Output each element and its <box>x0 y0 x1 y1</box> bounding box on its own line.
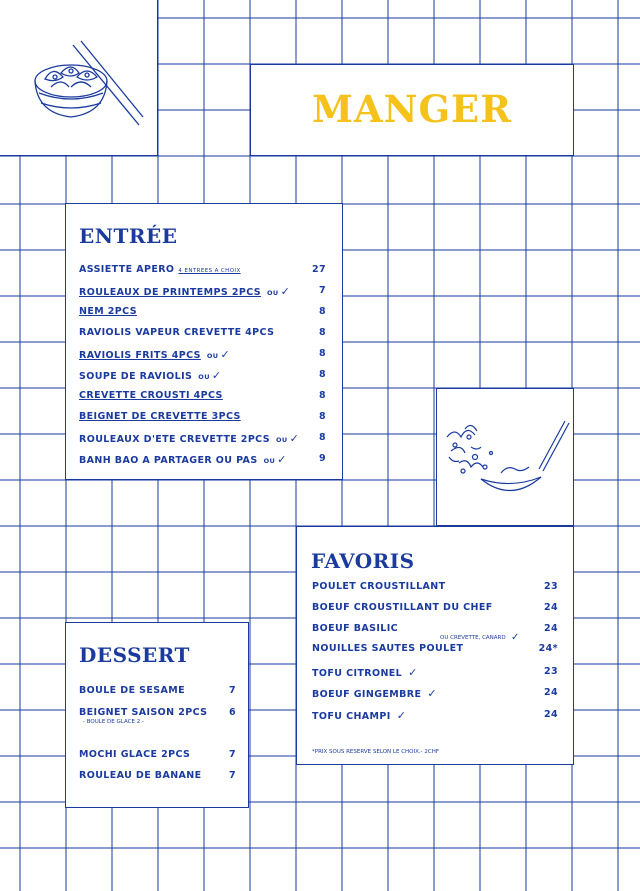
leaf-icon: ✓ <box>277 453 287 466</box>
item-price: 8 <box>318 411 326 422</box>
menu-item <box>312 581 558 597</box>
leaf-icon: ✓ <box>289 432 300 445</box>
menu-item <box>79 390 326 406</box>
item-price: 7 <box>228 685 236 696</box>
item-name: NEM 2PCS <box>79 306 137 317</box>
menu-item <box>79 432 326 448</box>
item-price: 8 <box>318 432 326 443</box>
item-name: BOEUF GINGEMBRE <box>312 689 422 700</box>
item-name: MOCHI GLACE 2PCS <box>79 749 191 760</box>
item-name: RAVIOLIS FRITS 4PCS <box>79 350 201 361</box>
item-price: 8 <box>318 306 326 317</box>
item-price: 23 <box>543 666 558 677</box>
favoris-section <box>296 526 574 765</box>
menu-item <box>79 348 326 364</box>
leaf-icon: ✓ <box>280 285 291 298</box>
item-price: 24 <box>543 623 558 634</box>
menu-item <box>312 602 558 618</box>
item-name: BOEUF BASILIC <box>312 623 399 634</box>
item-name: BEIGNET DE CREVETTE 3PCS <box>79 411 241 422</box>
item-price: 24 <box>543 602 558 613</box>
item-price: 8 <box>318 348 326 359</box>
item-name: CREVETTE CROUSTI 4PCS <box>79 390 223 401</box>
or-label: OU <box>206 352 219 360</box>
item-name: BOEUF CROUSTILLANT DU CHEF <box>312 602 493 613</box>
leaf-icon: ✓ <box>220 348 231 361</box>
item-name: TOFU CHAMPI <box>312 711 391 722</box>
item-name: BOULE DE SESAME <box>79 685 186 696</box>
item-name: SOUPE DE RAVIOLIS <box>79 371 193 382</box>
dumpling-basket-illustration <box>31 33 151 133</box>
favoris-title: FAVORIS <box>311 549 415 573</box>
dessert-title: DESSERT <box>79 643 190 667</box>
menu-item <box>79 453 326 469</box>
item-name: BANH BAO A PARTAGER OU PAS <box>79 455 258 466</box>
leaf-icon: ✓ <box>427 687 438 700</box>
or-label: OU <box>263 457 276 465</box>
leaf-icon: ✓ <box>511 632 520 643</box>
dumpling-illustration-box <box>0 0 158 156</box>
menu-item <box>79 411 326 427</box>
item-name: BEIGNET SAISON 2PCS <box>79 707 208 718</box>
item-price: 24* <box>538 643 558 654</box>
item-price: 7 <box>318 285 326 296</box>
item-name: ASSIETTE APERO <box>79 264 175 275</box>
menu-item <box>79 770 236 786</box>
entree-title: ENTRÉE <box>79 224 178 248</box>
item-note: - BOULE DE GLACE 2.- <box>83 719 144 725</box>
item-name: ROULEAU DE BANANE <box>79 770 202 781</box>
menu-item <box>79 285 326 301</box>
price-footnote: *PRIX SOUS RESERVE SELON LE CHOIX.- 2CHF <box>312 749 440 755</box>
item-note: 4 ENTREES A CHOIX <box>178 268 241 274</box>
item-price: 7 <box>228 749 236 760</box>
menu-item <box>79 306 326 322</box>
or-label: OU <box>267 289 279 297</box>
dessert-section <box>65 622 249 808</box>
menu-item <box>79 369 326 385</box>
menu-item <box>312 709 558 725</box>
or-label: OU <box>198 373 210 381</box>
leaf-icon: ✓ <box>396 709 407 722</box>
leaf-icon: ✓ <box>211 369 222 382</box>
menu-item <box>79 749 236 765</box>
menu-item <box>312 643 558 659</box>
item-name: RAVIOLIS VAPEUR CREVETTE 4PCS <box>79 327 275 338</box>
wok-illustration <box>441 407 571 507</box>
item-price: 8 <box>318 327 326 338</box>
nouilles-options: OU CREVETTE, CANARD <box>440 635 506 641</box>
or-label: OU <box>275 436 288 444</box>
leaf-icon: ✓ <box>408 666 418 679</box>
item-price: 27 <box>311 264 326 275</box>
menu-item <box>79 685 236 701</box>
page-title: MANGER <box>311 87 513 131</box>
item-name: POULET CROUSTILLANT <box>312 581 446 592</box>
item-price: 24 <box>543 687 558 698</box>
menu-item <box>312 666 558 682</box>
menu-item <box>312 623 558 639</box>
menu-item <box>79 327 326 343</box>
item-price: 9 <box>318 453 326 464</box>
menu-item <box>312 687 558 703</box>
item-name: TOFU CITRONEL <box>312 668 403 679</box>
item-name: ROULEAUX DE PRINTEMPS 2PCS <box>79 287 261 298</box>
item-price: 6 <box>228 707 236 718</box>
item-price: 7 <box>228 770 236 781</box>
title-box <box>250 64 574 156</box>
item-price: 23 <box>543 581 558 592</box>
item-price: 24 <box>543 709 558 720</box>
entree-section <box>65 203 343 480</box>
item-name: ROULEAUX D'ETE CREVETTE 2PCS <box>79 434 270 445</box>
wok-illustration-box <box>436 388 574 526</box>
menu-item <box>79 264 326 280</box>
item-name: NOUILLES SAUTES POULET <box>312 643 464 654</box>
item-price: 8 <box>318 390 326 401</box>
item-price: 8 <box>318 369 326 380</box>
